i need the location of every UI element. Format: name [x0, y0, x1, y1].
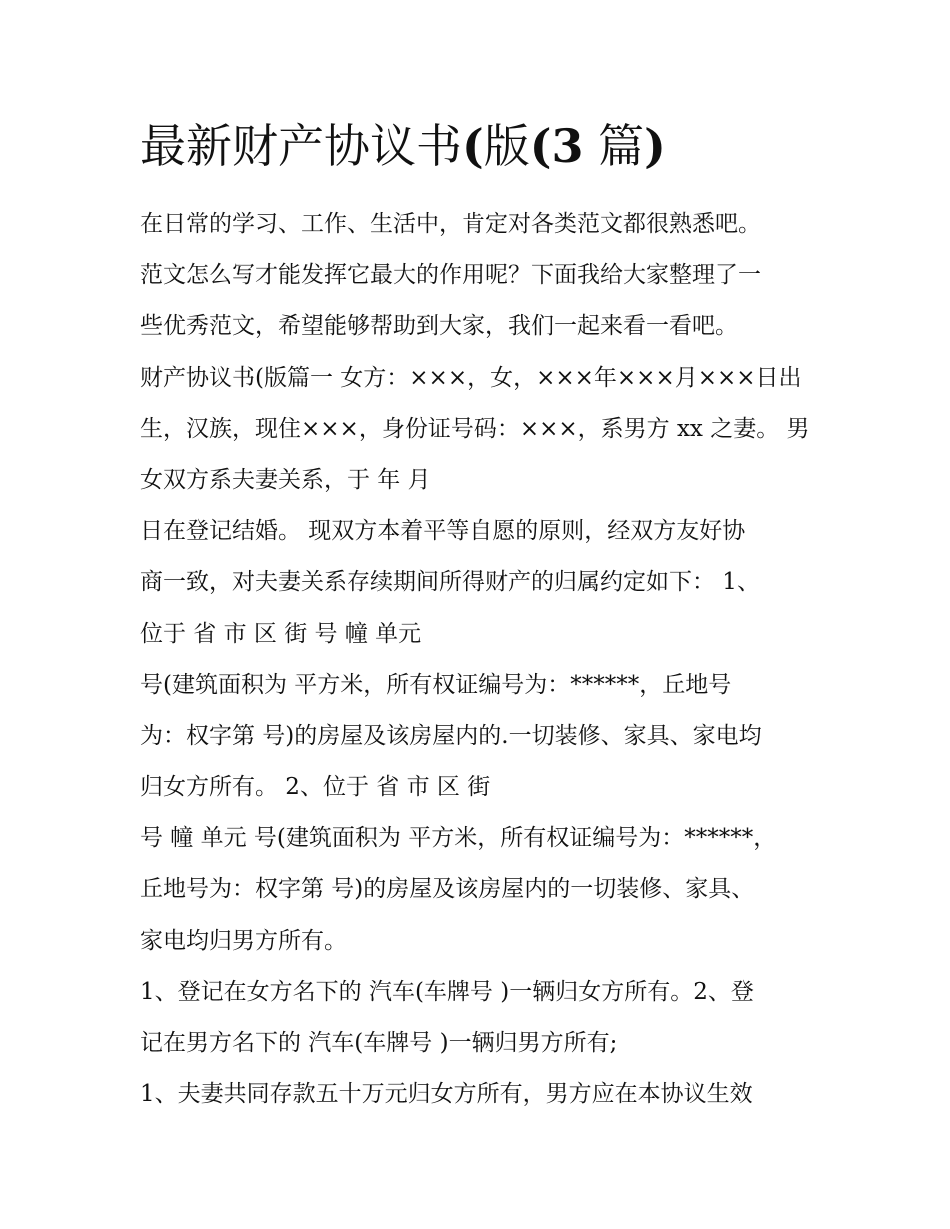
body-line: 女双方系夫妻关系，于 年 月 [140, 466, 431, 493]
title-paren-close: ) [644, 119, 666, 173]
body-line: 日在登记结婚。 现双方本着平等自愿的原则，经双方友好协 [140, 518, 746, 545]
body-line: 在日常的学习、工作、生活中，肯定对各类范文都很熟悉吧。 [140, 211, 761, 237]
body-line: 号 幢 单元 号(建筑面积为 平方米，所有权证编号为：******， [140, 825, 777, 852]
body-line: 财产协议书(版篇一 女方：×××，女，×××年×××月×××日出 [140, 364, 802, 391]
body-line: 家电均归男方所有。 [140, 927, 347, 954]
document-title [140, 116, 666, 176]
body-line: 归女方所有。 2、位于 省 市 区 街 [140, 774, 491, 801]
title-text-main: 最新财产协议书 [140, 119, 462, 173]
title-text-end: 篇 [583, 119, 645, 173]
body-line: 丘地号为：权字第 号)的房屋及该房屋内的一切装修、家具、 [140, 876, 755, 903]
body-line: 些优秀范文，希望能够帮助到大家，我们一起来看一看吧。 [140, 313, 738, 340]
document-body [140, 199, 830, 1120]
body-line: 位于 省 市 区 街 号 幢 单元 [140, 620, 422, 647]
body-line: 为：权字第 号)的房屋及该房屋内的.一切装修、家具、家电均 [140, 722, 762, 749]
body-line: 1、登记在女方名下的 汽车(车牌号 )一辆归女方所有。2、登 [140, 978, 754, 1005]
body-line: 1、夫妻共同存款五十万元归女方所有，男方应在本协议生效 [140, 1081, 753, 1108]
body-line: 记在男方名下的 汽车(车牌号 )一辆归男方所有; [140, 1030, 618, 1056]
title-count-open: (3 [529, 119, 584, 173]
body-line: 范文怎么写才能发挥它最大的作用呢？下面我给大家整理了一 [140, 262, 761, 289]
body-line: 生，汉族，现住×××，身份证号码：×××，系男方 xx 之妻。 男 [140, 415, 810, 442]
body-line: 号(建筑面积为 平方米，所有权证编号为：******，丘地号 [140, 671, 732, 698]
body-line: 商一致，对夫妻关系存续期间所得财产的归属约定如下： 1、 [140, 569, 760, 596]
title-paren-open: ( [462, 119, 484, 173]
title-text-mid: 版 [483, 119, 530, 173]
